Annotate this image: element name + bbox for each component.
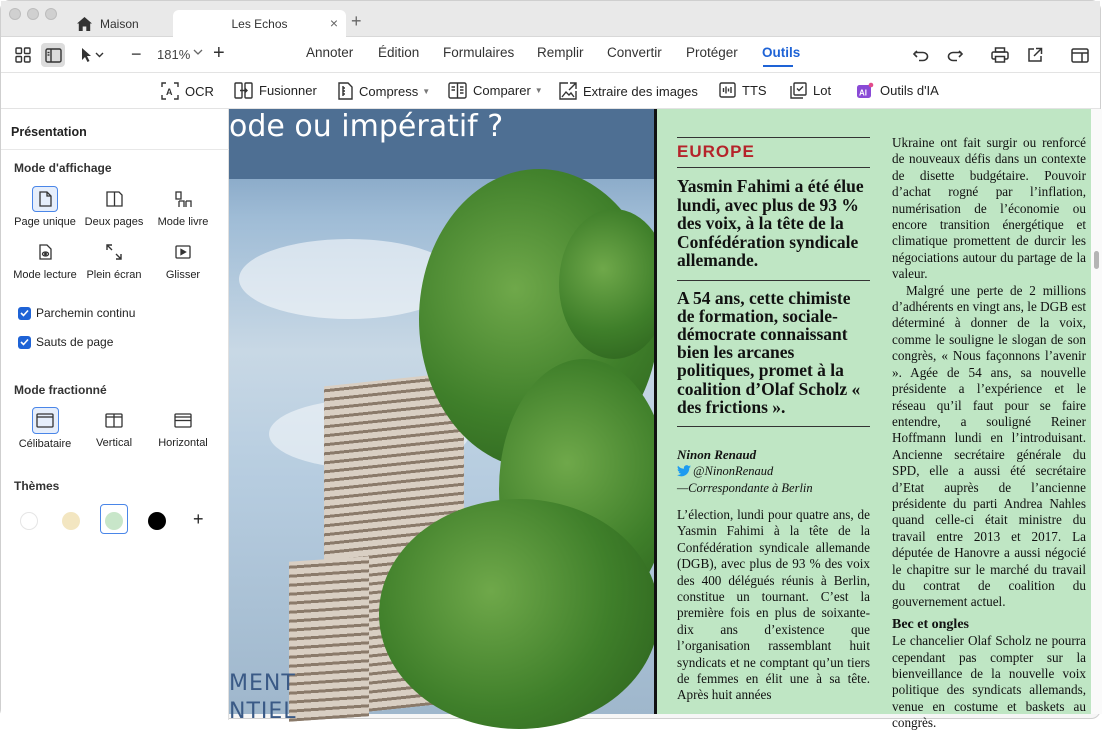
slide-icon [170, 239, 196, 265]
checkbox-label: Parchemin continu [36, 306, 136, 320]
close-window-button[interactable] [9, 8, 21, 20]
option-label: Horizontal [158, 437, 208, 449]
split-mode-celibataire[interactable] [10, 407, 80, 450]
compare-icon [448, 82, 467, 99]
ai-tools-icon [856, 82, 874, 99]
article-paragraph: Ukraine ont fait surgir ou renforcé de nouveaux défis dans un contexte de disette budgétaire. Pouvoir d’achat rogné par l’inflation, numérisation de l’économie ou encore transition énergétique et climatique promettent de durcir les négociations autour du partage de la valeur. [892, 135, 1086, 282]
option-label: Plein écran [86, 269, 142, 281]
tab-bar [1, 1, 1100, 37]
tool-ai[interactable] [856, 82, 939, 99]
tool-compress[interactable] [338, 82, 430, 100]
tool-compress-label: Compress [359, 83, 419, 99]
menu-edition[interactable]: Édition [378, 45, 420, 60]
option-label: Mode lecture [13, 269, 77, 281]
sidebar-panel-icon[interactable] [41, 43, 65, 67]
article-body-col1: L’élection, lundi pour quatre ans, de Yasmin Fahimi à la tête de la Confédération syndicale allemande (DGB), avec plus de 93 % des voix des 400 délégués réunis à Berlin, constitue un tournant. C’est la première fois en plus de soixante-dix ans d’existence que l’organisation rassemblant huit syndicats et ne comptant qu’un tiers de femmes en élit une à sa tête. Après huit années [677, 506, 870, 703]
twitter-bird-icon [677, 465, 691, 477]
rule [677, 137, 870, 138]
layout-panel-icon[interactable] [1068, 43, 1092, 67]
option-label: Deux pages [84, 216, 144, 228]
tts-icon [719, 82, 736, 98]
tool-extract-images[interactable] [559, 82, 698, 100]
checkbox-sauts-de-page[interactable] [18, 335, 113, 349]
tool-ai-label: Outils d'IA [880, 83, 939, 98]
redo-icon[interactable] [943, 43, 967, 67]
author-twitter [677, 463, 870, 480]
tool-merge[interactable] [234, 82, 317, 99]
display-mode-heading: Mode d'affichage [14, 161, 112, 175]
book-mode-icon [170, 186, 196, 212]
theme-white-swatch[interactable] [20, 512, 38, 530]
tool-ocr-label: OCR [185, 83, 214, 99]
document-viewport[interactable] [229, 109, 1091, 731]
display-mode-plein-ecran[interactable] [79, 239, 149, 281]
tool-batch-label: Lot [813, 83, 832, 98]
twitter-handle: @NinonRenaud [693, 463, 774, 478]
article-paragraph: Malgré une perte de 2 millions d’adhérents en vingt ans, le DGB est déterminé à donner de la voix, comme le souligne le slogan de son congrès, « Nous façonnons l’avenir ». Agée de 54 ans, sa nouvelle présidente a l’expérience et le réseau qu’il faut pour se faire entendre, a souligné Reiner Hoffmann lundi en l’introduisant. Ancienne secrétaire générale du SPD, elle a aussi été secrétaire d’Etat auprès de l’ancienne présidente du parti Andrea Nahles quand celle-ci était ministre du travail entre 2013 et 2017. La députée de Hanovre a aussi négocié le chapitre sur le marché du travail du contrat de coalition du gouvernement actuel. [892, 282, 1086, 610]
right-page-article [657, 109, 1091, 731]
zoom-dropdown-chevron-icon[interactable] [193, 45, 203, 64]
share-icon[interactable] [1023, 43, 1047, 67]
fullscreen-icon [101, 239, 127, 265]
menu-annoter[interactable]: Annoter [306, 45, 354, 60]
svg-text:AI: AI [859, 88, 867, 98]
option-label: Page unique [14, 216, 76, 228]
theme-dark-swatch[interactable] [148, 512, 166, 530]
tab-home-label: Maison [100, 16, 139, 31]
vertical-split-icon [101, 407, 127, 433]
zoom-level[interactable]: 181% [157, 47, 191, 62]
checkbox-label: Sauts de page [36, 335, 114, 349]
rule [677, 280, 870, 281]
left-page-bottom-text: MENT [229, 671, 296, 696]
undo-icon[interactable] [909, 43, 933, 67]
left-page-bottom-text: NTIEL [229, 699, 297, 724]
checkbox-parchemin-continu[interactable] [18, 306, 135, 320]
split-mode-heading: Mode fractionné [14, 383, 107, 397]
left-page-photo [229, 109, 654, 724]
display-mode-lecture[interactable] [10, 239, 80, 281]
select-tool-icon[interactable] [77, 43, 107, 67]
thumbnails-grid-icon[interactable] [11, 43, 35, 67]
display-mode-livre[interactable] [148, 186, 218, 228]
display-mode-page-unique[interactable] [10, 186, 80, 228]
option-label: Célibataire [18, 438, 72, 450]
tool-batch[interactable] [790, 82, 831, 99]
tool-tts[interactable] [719, 82, 767, 98]
vertical-scrollbar[interactable] [1091, 109, 1102, 714]
svg-text:A: A [166, 87, 173, 97]
split-mode-vertical[interactable] [79, 407, 149, 449]
tool-tts-label: TTS [742, 82, 767, 98]
main-toolbar [1, 37, 1100, 73]
menu-outils[interactable]: Outils [762, 45, 801, 60]
display-mode-glisser[interactable] [148, 239, 218, 281]
sidebar-divider [1, 149, 229, 150]
zoom-in-button[interactable]: + [213, 42, 225, 64]
themes-heading: Thèmes [14, 479, 60, 493]
tool-ocr[interactable] [161, 82, 214, 100]
option-label: Mode livre [157, 216, 209, 228]
display-mode-deux-pages[interactable] [79, 186, 149, 228]
author-role: —Correspondante à Berlin [677, 480, 813, 495]
zoom-out-button[interactable]: − [131, 44, 142, 64]
article-deck: Yasmin Fahimi a été élue lundi, avec plus de 93 % des voix, à la tête de la Confédération syndicale allemande. [677, 176, 864, 270]
sidebar-title: Présentation [11, 125, 87, 139]
single-split-icon [32, 407, 59, 434]
tool-compare[interactable] [448, 82, 543, 99]
tool-merge-label: Fusionner [259, 83, 317, 98]
tree-foliage [559, 209, 669, 359]
left-page-headline: ode ou impératif ? [229, 109, 504, 144]
tab-home[interactable] [73, 10, 169, 37]
tower-building [289, 556, 369, 722]
reading-mode-icon [32, 239, 58, 265]
ocr-icon [161, 82, 179, 100]
tree-foliage [379, 499, 659, 729]
article-subdeck: A 54 ans, cette chimiste de formation, sociale-démocrate connaissant bien les arcanes politiques, promet à la coalition d’Olaf Scholz « des frictions ». [677, 287, 861, 417]
article-paragraph: Le chancelier Olaf Scholz ne pourra cependant pas compter sur la bienveillance de la nouvelle voix politique des syndicats allemands, venue en costume et baskets au congrès. [892, 633, 1086, 731]
theme-green-swatch[interactable] [105, 512, 123, 530]
active-menu-indicator [763, 65, 793, 67]
tool-compare-label: Comparer [473, 83, 531, 98]
home-icon [77, 17, 92, 31]
chevron-down-icon: ▼ [422, 86, 431, 96]
menu-remplir[interactable]: Remplir [537, 45, 584, 60]
author-name: Ninon Renaud [677, 446, 757, 462]
close-tab-icon[interactable]: × [329, 15, 338, 31]
checkmark-icon [18, 336, 31, 349]
tab-les-echos[interactable] [173, 10, 346, 37]
print-icon[interactable] [988, 43, 1012, 67]
horizontal-split-icon [170, 407, 196, 433]
article-column-1 [677, 109, 870, 704]
headline-band [229, 109, 654, 179]
article-subhead: Bec et ongles [892, 616, 969, 632]
batch-icon [790, 82, 807, 99]
article-column-2 [892, 135, 1086, 732]
scrollbar-thumb[interactable] [1094, 251, 1099, 269]
compress-icon [338, 82, 353, 100]
checkmark-icon [18, 307, 31, 320]
menu-formulaires[interactable]: Formulaires [443, 45, 515, 60]
tools-ribbon [1, 73, 1100, 109]
chevron-down-icon: ▼ [534, 86, 543, 95]
single-page-icon [32, 186, 58, 212]
zoom-window-button[interactable] [45, 8, 57, 20]
menu-proteger[interactable]: Protéger [686, 45, 738, 60]
minimize-window-button[interactable] [27, 8, 39, 20]
section-tag: EUROPE [677, 142, 755, 161]
extract-images-icon [559, 82, 577, 100]
option-label: Glisser [165, 269, 201, 281]
tool-extract-images-label: Extraire des images [583, 83, 698, 99]
option-label: Vertical [95, 437, 133, 449]
menu-convertir[interactable]: Convertir [607, 45, 662, 60]
add-theme-button[interactable]: + [193, 509, 204, 529]
presentation-sidebar [1, 109, 229, 720]
merge-icon [234, 82, 253, 99]
new-tab-button[interactable]: + [351, 11, 362, 31]
rule [677, 426, 870, 427]
rule [677, 167, 870, 168]
split-mode-horizontal[interactable] [148, 407, 218, 449]
two-pages-icon [101, 186, 127, 212]
theme-sepia-swatch[interactable] [62, 512, 80, 530]
tab-active-label: Les Echos [231, 16, 288, 31]
